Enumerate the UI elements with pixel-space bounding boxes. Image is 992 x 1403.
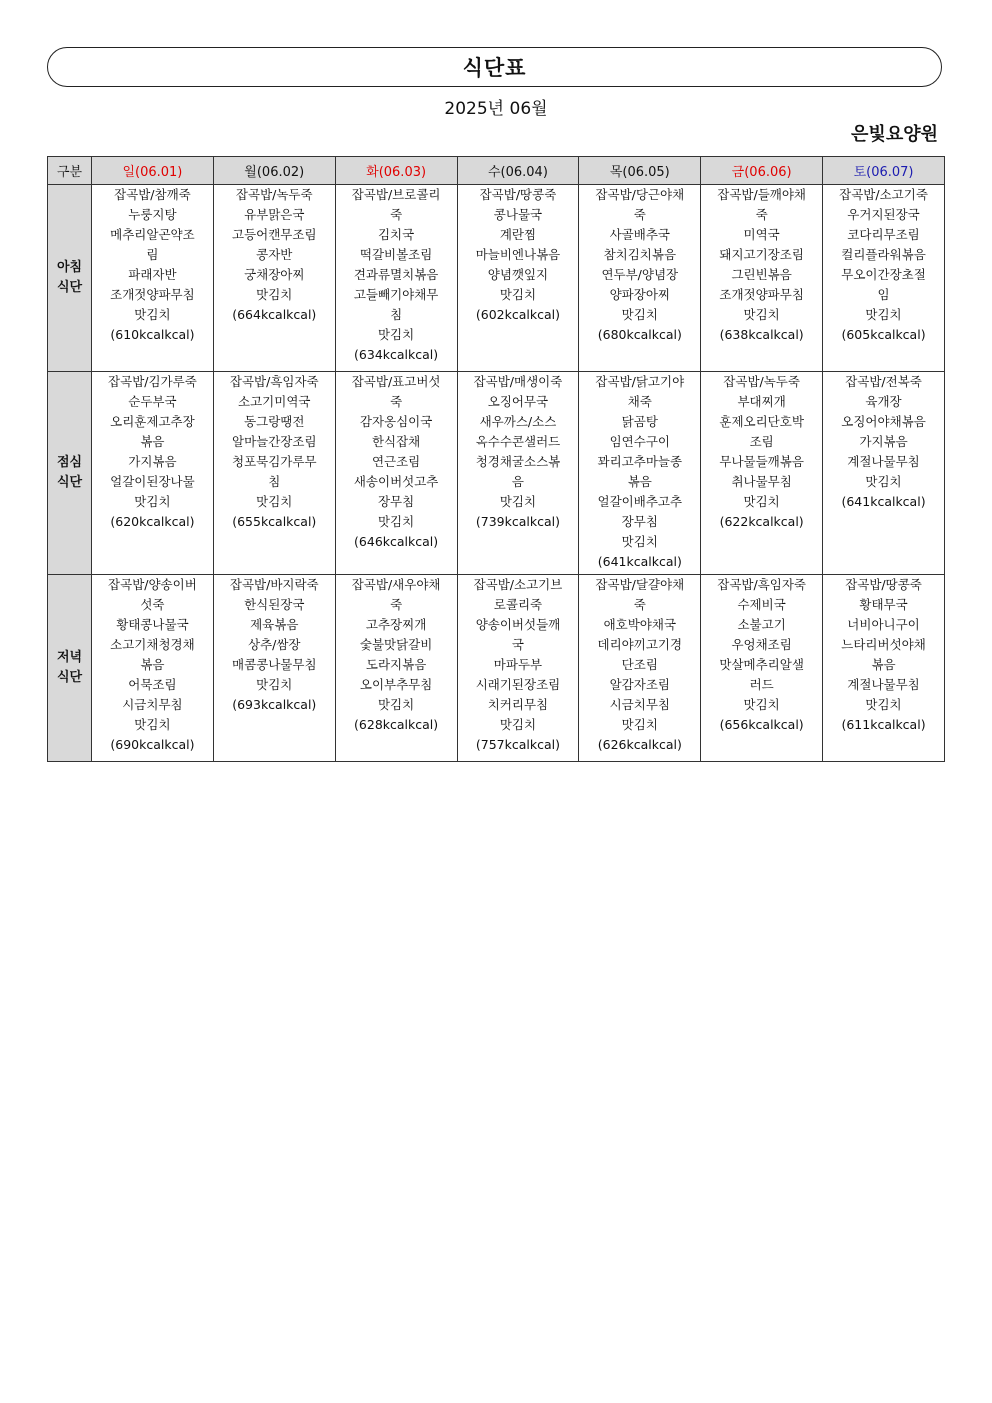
menu-item: 맛김치	[865, 697, 902, 712]
menu-item: 잡곡밥/표고버섯	[351, 374, 441, 389]
menu-item: 잡곡밥/바지락죽	[229, 577, 319, 592]
meal-label-breakfast	[48, 185, 92, 372]
menu-item: (626kcalkcal)	[597, 737, 682, 752]
menu-item: 상추/쌈장	[248, 637, 301, 652]
menu-item: 부대찌개	[737, 394, 786, 409]
menu-item: 볶음	[871, 657, 896, 672]
menu-item: 볶음	[140, 434, 165, 449]
meal-label-line: 아침	[56, 260, 83, 275]
menu-item: 순두부국	[128, 394, 177, 409]
menu-cell	[92, 372, 214, 575]
menu-item: 맛김치	[499, 287, 537, 302]
menu-item: 잡곡밥/브로콜리	[351, 187, 441, 202]
menu-item: 김치국	[377, 227, 415, 242]
menu-item: 채죽	[627, 394, 652, 409]
menu-item: (641kcalkcal)	[597, 554, 682, 569]
menu-item: 황태무국	[859, 597, 908, 612]
menu-item: 임연수구이	[609, 434, 670, 449]
menu-item: 맛김치	[621, 307, 658, 322]
menu-item: 잡곡밥/양송이버	[108, 577, 197, 592]
menu-item: 오이부추무침	[359, 677, 433, 692]
menu-item: 잡곡밥/매생이죽	[473, 374, 563, 389]
menu-item: 육개장	[865, 394, 902, 409]
menu-item: 볶음	[140, 657, 165, 672]
menu-item: 가지볶음	[859, 434, 908, 449]
menu-cell	[457, 575, 579, 762]
menu-item: (757kcalkcal)	[475, 737, 560, 752]
menu-item: 죽	[390, 597, 403, 612]
page-title: 식단표	[462, 56, 527, 80]
menu-item: (610kcalkcal)	[110, 327, 195, 342]
meal-label-line: 저녁	[56, 650, 83, 665]
menu-item: 치커리무침	[487, 697, 549, 712]
menu-item: 파래자반	[128, 267, 177, 282]
menu-item: 맛김치	[134, 494, 171, 509]
menu-item: 양송이버섯들깨	[475, 617, 561, 632]
day-header-fri: 금(06.06)	[701, 157, 823, 185]
menu-item: 러드	[749, 677, 774, 692]
meal-row-dinner	[48, 575, 945, 762]
menu-item: 맛김치	[256, 677, 293, 692]
menu-item: 맛김치	[377, 514, 415, 529]
menu-item: 도라지볶음	[365, 657, 427, 672]
menu-item: 오리훈제고추장	[110, 414, 195, 429]
menu-item: 가지볶음	[128, 454, 177, 469]
menu-item: 한식잡채	[371, 434, 421, 449]
menu-item: 잡곡밥/소고기죽	[839, 187, 928, 202]
menu-item: 시래기된장조림	[475, 677, 561, 692]
menu-item: 죽	[633, 207, 646, 222]
menu-item: 잡곡밥/당근야채	[595, 187, 685, 202]
menu-item: 우엉채조림	[731, 637, 792, 652]
menu-item: 맛살메추리알샐	[719, 657, 804, 672]
menu-item: (641kcalkcal)	[841, 494, 926, 509]
menu-item: 조개젓양파무침	[110, 287, 195, 302]
menu-item: 죽	[755, 207, 768, 222]
menu-item: 림	[146, 247, 159, 262]
menu-item: 잡곡밥/김가루죽	[108, 374, 197, 389]
menu-item: 맛김치	[865, 474, 902, 489]
meal-label-line: 식단	[56, 475, 83, 490]
menu-item: 잡곡밥/참깨죽	[114, 187, 191, 202]
menu-cell	[92, 575, 214, 762]
menu-item: 고추장찌개	[365, 617, 427, 632]
menu-item: 돼지고기장조림	[719, 247, 804, 262]
menu-item: 미역국	[743, 227, 780, 242]
menu-item: 로콜리죽	[493, 597, 543, 612]
menu-item: 장무침	[621, 514, 658, 529]
menu-cell	[213, 185, 335, 372]
menu-item: 청포묵김가루무	[232, 454, 317, 469]
meal-row-breakfast	[48, 185, 945, 372]
menu-item: (680kcalkcal)	[597, 327, 682, 342]
menu-item: 잡곡밥/소고기브	[473, 577, 563, 592]
menu-item: 황태콩나물국	[116, 617, 189, 632]
menu-item: 새송이버섯고추	[353, 474, 439, 489]
menu-item: 취나물무침	[731, 474, 792, 489]
menu-item: 한식된장국	[244, 597, 305, 612]
menu-cell	[701, 372, 823, 575]
menu-cell	[335, 575, 457, 762]
menu-item: 맛김치	[621, 534, 658, 549]
menu-item: 떡갈비볼조림	[359, 247, 433, 262]
menu-item: 견과류멸치볶음	[353, 267, 439, 282]
menu-item: 어묵조림	[128, 677, 177, 692]
menu-cell	[457, 185, 579, 372]
facility-name: 은빛요양원	[851, 124, 938, 145]
menu-cell	[823, 372, 945, 575]
menu-item: 단조림	[621, 657, 658, 672]
menu-item: 메추리알곤약조	[110, 227, 195, 242]
menu-cell	[213, 575, 335, 762]
menu-item: 맛김치	[377, 327, 415, 342]
menu-item: 유부맑은국	[244, 207, 305, 222]
meal-label-dinner	[48, 575, 92, 762]
menu-cell	[335, 185, 457, 372]
menu-cell	[701, 185, 823, 372]
menu-item: 맛김치	[377, 697, 415, 712]
menu-item: 계절나물무침	[847, 454, 920, 469]
menu-item: 감자옹심이국	[359, 414, 433, 429]
menu-item: 잡곡밥/들깨야채	[717, 187, 807, 202]
menu-item: 닭곰탕	[621, 414, 658, 429]
menu-item: 맛김치	[134, 307, 171, 322]
menu-item: 참치김치볶음	[603, 247, 677, 262]
menu-item: 맛김치	[743, 697, 780, 712]
menu-item: 계절나물무침	[847, 677, 920, 692]
menu-item: 잡곡밥/흑임자죽	[717, 577, 807, 592]
menu-item: (602kcalkcal)	[475, 307, 560, 322]
menu-table	[47, 156, 945, 762]
meal-label-lunch	[48, 372, 92, 575]
menu-item: 장무침	[377, 494, 415, 509]
header-row	[48, 157, 945, 185]
menu-item: 사골배추국	[609, 227, 670, 242]
menu-item: 새우까스/소스	[479, 414, 557, 429]
meal-label-line: 식단	[56, 280, 83, 295]
day-header-tue: 화(06.03)	[335, 157, 457, 185]
menu-item: (634kcalkcal)	[354, 347, 439, 362]
menu-item: 음	[511, 474, 524, 489]
menu-cell	[701, 575, 823, 762]
menu-item: 숯불맛닭갈비	[359, 637, 433, 652]
menu-item: 국	[511, 637, 524, 652]
menu-item: 고등어캔무조림	[232, 227, 317, 242]
menu-item: 우거지된장국	[847, 207, 920, 222]
menu-item: (611kcalkcal)	[841, 717, 926, 732]
menu-item: 죽	[390, 207, 403, 222]
menu-item: (605kcalkcal)	[841, 327, 926, 342]
menu-item: 수제비국	[737, 597, 786, 612]
menu-cell	[579, 575, 701, 762]
menu-item: 잡곡밥/땅콩죽	[845, 577, 922, 592]
meal-row-lunch	[48, 372, 945, 575]
day-header-thu: 목(06.05)	[579, 157, 701, 185]
menu-item: 잡곡밥/닭고기야	[595, 374, 685, 389]
menu-item: 훈제오리단호박	[719, 414, 804, 429]
menu-item: 청경채굴소스볶	[475, 454, 561, 469]
menu-item: 잡곡밥/흑임자죽	[229, 374, 319, 389]
menu-item: 시금치무침	[609, 697, 670, 712]
title-box	[47, 47, 942, 87]
menu-item: 궁채장아찌	[244, 267, 305, 282]
menu-item: (620kcalkcal)	[110, 514, 195, 529]
menu-item: 맛김치	[256, 287, 293, 302]
menu-item: 조개젓양파무침	[719, 287, 804, 302]
menu-item: 볶음	[627, 474, 652, 489]
menu-item: 매콤콩나물무침	[232, 657, 317, 672]
menu-item: 침	[390, 307, 403, 322]
menu-item: 제육볶음	[250, 617, 299, 632]
day-header-sun: 일(06.01)	[92, 157, 214, 185]
menu-item: 꽈리고추마늘종	[597, 454, 683, 469]
menu-item: 연근조림	[371, 454, 421, 469]
menu-item: (646kcalkcal)	[354, 534, 439, 549]
menu-item: 알감자조림	[609, 677, 670, 692]
menu-item: 잡곡밥/땅콩죽	[479, 187, 557, 202]
menu-item: 콩나물국	[493, 207, 543, 222]
menu-item: 소불고기	[737, 617, 786, 632]
menu-item: (656kcalkcal)	[719, 717, 804, 732]
menu-item: 알마늘간장조림	[232, 434, 317, 449]
menu-item: 섯죽	[140, 597, 165, 612]
day-header-sat: 토(06.07)	[823, 157, 945, 185]
menu-item: 죽	[633, 597, 646, 612]
menu-item: 맛김치	[499, 494, 537, 509]
menu-item: 연두부/양념장	[601, 267, 679, 282]
menu-item: 동그랑땡전	[244, 414, 305, 429]
menu-item: 임	[877, 287, 890, 302]
menu-item: 맛김치	[256, 494, 293, 509]
meal-label-line: 점심	[56, 455, 83, 470]
menu-item: 데리야끼고기경	[597, 637, 683, 652]
menu-item: 침	[268, 474, 281, 489]
menu-item: 코다리무조림	[847, 227, 920, 242]
menu-item: 잡곡밥/새우야채	[351, 577, 441, 592]
menu-cell	[92, 185, 214, 372]
menu-item: 얼갈이배추고추	[597, 494, 683, 509]
menu-item: (628kcalkcal)	[354, 717, 439, 732]
menu-item: 조림	[749, 434, 774, 449]
day-header-wed: 수(06.04)	[457, 157, 579, 185]
menu-item: 무오이간장초절	[841, 267, 926, 282]
menu-item: 그린빈볶음	[731, 267, 792, 282]
menu-item: 시금치무침	[122, 697, 183, 712]
menu-item: 소고기채청경채	[110, 637, 195, 652]
menu-item: 너비아니구이	[847, 617, 920, 632]
menu-item: 마늘비엔나볶음	[475, 247, 561, 262]
menu-item: 맛김치	[134, 717, 171, 732]
menu-cell	[457, 372, 579, 575]
menu-item: 양념깻잎지	[487, 267, 549, 282]
menu-item: 잡곡밥/전복죽	[845, 374, 922, 389]
month-label: 2025년 06월	[444, 99, 548, 119]
menu-item: 잡곡밥/녹두죽	[723, 374, 800, 389]
menu-item: 오징어야채볶음	[841, 414, 926, 429]
menu-cell	[579, 372, 701, 575]
menu-item: 맛김치	[621, 717, 658, 732]
menu-item: 옥수수콘샐러드	[475, 434, 561, 449]
menu-item: 잡곡밥/녹두죽	[235, 187, 313, 202]
day-header-mon: 월(06.02)	[213, 157, 335, 185]
menu-item: 맛김치	[865, 307, 902, 322]
menu-item: (739kcalkcal)	[475, 514, 560, 529]
menu-item: 컬리플라워볶음	[841, 247, 926, 262]
menu-cell	[823, 575, 945, 762]
corner-header: 구분	[48, 157, 92, 185]
menu-cell	[579, 185, 701, 372]
menu-item: 잡곡밥/달걀야채	[595, 577, 685, 592]
menu-item: 콩자반	[256, 247, 293, 262]
menu-item: 애호박야채국	[603, 617, 677, 632]
menu-item: 소고기미역국	[238, 394, 311, 409]
menu-item: 맛김치	[743, 307, 780, 322]
menu-item: (638kcalkcal)	[719, 327, 804, 342]
menu-item: 죽	[390, 394, 403, 409]
menu-cell	[213, 372, 335, 575]
menu-item: 느타리버섯야채	[841, 637, 926, 652]
menu-cell	[823, 185, 945, 372]
menu-item: 맛김치	[499, 717, 537, 732]
menu-item: 고들빼기야채무	[353, 287, 439, 302]
menu-item: 양파장아찌	[609, 287, 670, 302]
menu-item: 얼갈이된장나물	[110, 474, 195, 489]
menu-item: (690kcalkcal)	[110, 737, 195, 752]
menu-item: 마파두부	[493, 657, 543, 672]
menu-item: 맛김치	[743, 494, 780, 509]
menu-item: (655kcalkcal)	[232, 514, 317, 529]
menu-item: 오징어무국	[487, 394, 549, 409]
menu-item: 누룽지탕	[128, 207, 177, 222]
meal-label-line: 식단	[56, 670, 83, 685]
menu-item: (622kcalkcal)	[719, 514, 804, 529]
menu-item: (693kcalkcal)	[232, 697, 317, 712]
menu-item: 계란찜	[499, 227, 537, 242]
menu-item: 무나물들깨볶음	[719, 454, 804, 469]
menu-cell	[335, 372, 457, 575]
menu-item: (664kcalkcal)	[232, 307, 317, 322]
